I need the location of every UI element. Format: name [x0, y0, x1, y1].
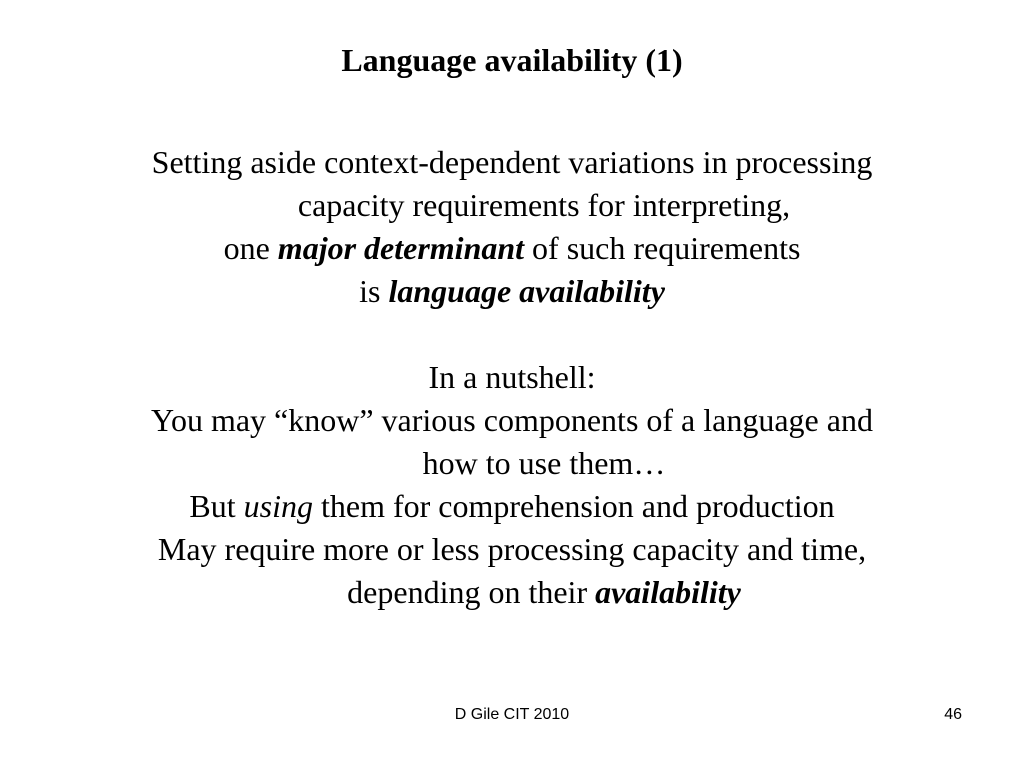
- emphasis-availability: availability: [595, 574, 741, 610]
- slide-title: Language availability (1): [341, 42, 683, 78]
- text-run: of such requirements: [524, 230, 801, 266]
- body-line-how-to-use-them: how to use them…: [422, 445, 666, 481]
- text-run: But: [189, 488, 244, 524]
- body-line-setting-aside: Setting aside context-dependent variations in processing: [151, 144, 873, 180]
- body-line-may-require: May require more or less processing capacity and time,: [157, 531, 867, 567]
- footer-author: D Gile CIT 2010: [454, 706, 570, 723]
- text-run: one: [223, 230, 278, 266]
- body-line-language-availability: [40, 270, 984, 313]
- text-run: depending on their: [347, 574, 596, 610]
- body-line-you-may-know: You may “know” various components of a language and: [151, 402, 873, 438]
- body-line-in-a-nutshell: In a nutshell:: [428, 359, 596, 395]
- emphasis-using: using: [243, 488, 313, 524]
- emphasis-language-availability: language availability: [388, 273, 665, 309]
- text-run: is: [359, 273, 389, 309]
- body-line-major-determinant: [40, 227, 984, 270]
- body-line-depending-on-availability: [40, 571, 984, 614]
- text-run: them for comprehension and production: [312, 488, 835, 524]
- body-line-but-using: [40, 485, 984, 528]
- slide-body: [40, 141, 984, 614]
- body-line-capacity-requirements: capacity requirements for interpreting,: [297, 187, 791, 223]
- paragraph-spacer: [40, 313, 984, 356]
- emphasis-major-determinant: major determinant: [277, 230, 525, 266]
- page-number: 46: [944, 706, 962, 723]
